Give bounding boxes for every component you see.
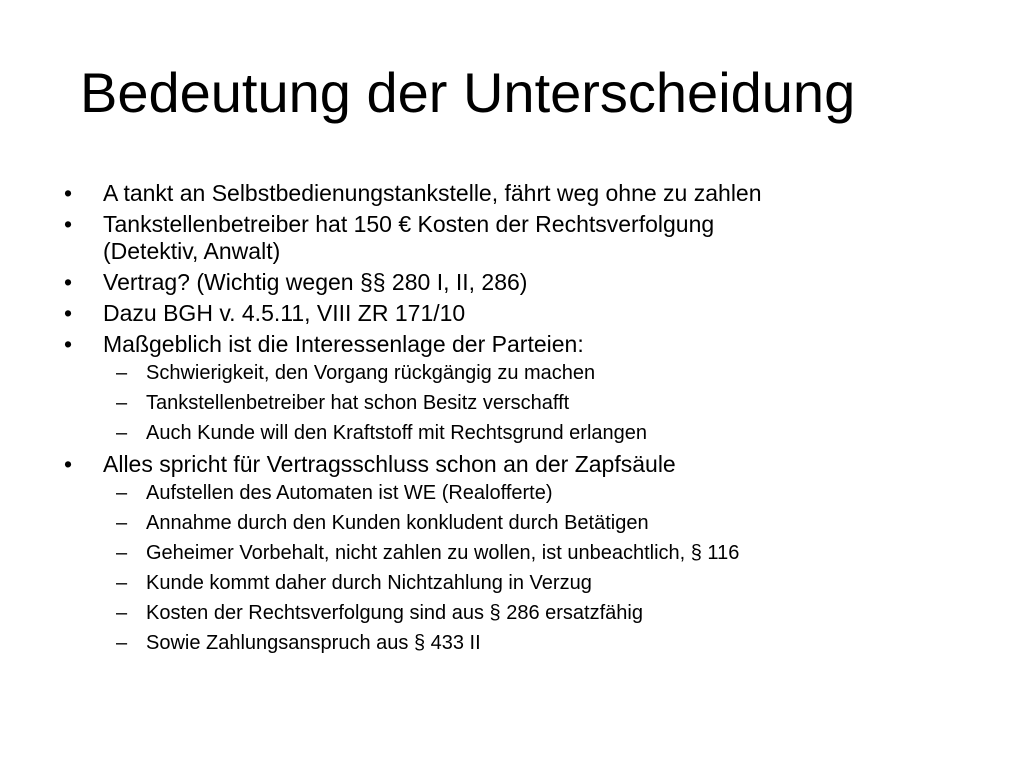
sub-item xyxy=(103,481,964,505)
dash-marker: – xyxy=(116,602,128,624)
dash-marker: – xyxy=(116,422,128,444)
sub-list xyxy=(103,361,964,445)
sub-text: Kosten der Rechtsverfolgung sind aus § 286 ersatzfähig xyxy=(146,602,643,624)
sub-text: Tankstellenbetreiber hat schon Besitz verschafft xyxy=(146,392,570,414)
sub-text: Geheimer Vorbehalt, nicht zahlen zu wollen, ist unbeachtlich, § 116 xyxy=(146,542,740,564)
bullet-marker: • xyxy=(64,300,73,326)
slide-title: Bedeutung der Unterscheidung xyxy=(80,61,856,124)
bullet-item xyxy=(64,211,964,265)
sub-item xyxy=(103,631,964,655)
bullet-item xyxy=(64,451,964,655)
sub-item xyxy=(103,541,964,565)
dash-marker: – xyxy=(116,542,128,564)
bullet-item xyxy=(64,300,964,327)
dash-marker: – xyxy=(116,362,128,384)
bullet-text: Alles spricht für Vertragsschluss schon an der Zapfsäule xyxy=(103,451,676,477)
bullet-text: Dazu BGH v. 4.5.11, VIII ZR 171/10 xyxy=(103,300,466,326)
sub-text: Aufstellen des Automaten ist WE (Realofferte) xyxy=(146,482,553,504)
sub-text: Auch Kunde will den Kraftstoff mit Rechtsgrund erlangen xyxy=(146,422,648,444)
bullet-text: Maßgeblich ist die Interessenlage der Parteien: xyxy=(103,331,584,357)
sub-item xyxy=(103,391,964,415)
sub-text: Schwierigkeit, den Vorgang rückgängig zu machen xyxy=(146,362,596,384)
bullet-marker: • xyxy=(64,451,73,477)
sub-item xyxy=(103,361,964,385)
sub-item xyxy=(103,511,964,535)
bullet-marker: • xyxy=(64,331,73,357)
bullet-list xyxy=(64,180,964,661)
bullet-item xyxy=(64,180,964,207)
sub-text: Annahme durch den Kunden konkludent durch Betätigen xyxy=(146,512,649,534)
dash-marker: – xyxy=(116,572,128,594)
bullet-text-line: (Detektiv, Anwalt) xyxy=(103,238,281,264)
bullet-text: A tankt an Selbstbedienungstankstelle, fährt weg ohne zu zahlen xyxy=(103,180,762,206)
bullet-marker: • xyxy=(64,269,73,295)
bullet-marker: • xyxy=(64,211,73,237)
dash-marker: – xyxy=(116,482,128,504)
bullet-text-line: Tankstellenbetreiber hat 150 € Kosten der Rechtsverfolgung xyxy=(103,211,715,237)
sub-text: Kunde kommt daher durch Nichtzahlung in Verzug xyxy=(146,572,592,594)
sub-item xyxy=(103,421,964,445)
dash-marker: – xyxy=(116,512,128,534)
sub-text: Sowie Zahlungsanspruch aus § 433 II xyxy=(146,632,481,654)
dash-marker: – xyxy=(116,392,128,414)
bullet-item xyxy=(64,331,964,445)
sub-item xyxy=(103,571,964,595)
bullet-item xyxy=(64,269,964,296)
bullet-marker: • xyxy=(64,180,73,206)
dash-marker: – xyxy=(116,632,128,654)
bullet-text: Vertrag? (Wichtig wegen §§ 280 I, II, 286) xyxy=(103,269,528,295)
sub-list xyxy=(103,481,964,655)
sub-item xyxy=(103,601,964,625)
